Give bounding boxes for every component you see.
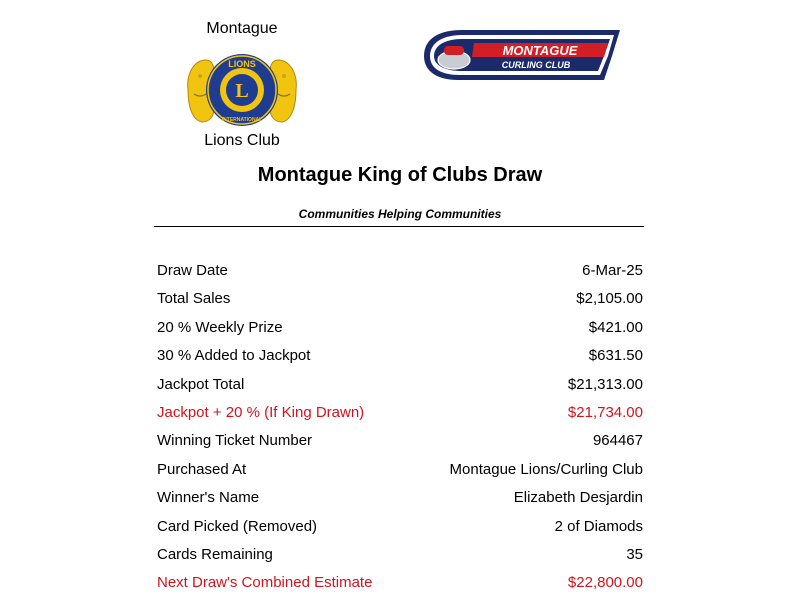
lions-club-emblem-icon: [184, 46, 300, 134]
row-next-draw-estimate: [157, 569, 643, 597]
row-label: Card Picked (Removed): [157, 517, 318, 535]
row-value: 35: [626, 545, 643, 563]
row-label: Jackpot + 20 % (If King Drawn): [157, 403, 365, 421]
draw-details-list: [157, 257, 643, 598]
row-value: $21,734.00: [567, 403, 643, 421]
row-draw-date: [157, 257, 643, 285]
row-label: Winning Ticket Number: [157, 432, 313, 450]
row-label: Jackpot Total: [157, 375, 245, 393]
row-value: 6-Mar-25: [582, 262, 643, 279]
row-value: Elizabeth Desjardin: [513, 489, 643, 507]
row-value: $631.50: [588, 347, 643, 365]
svg-text:INTERNATIONAL: INTERNATIONAL: [221, 117, 263, 123]
row-value: 964467: [592, 432, 643, 450]
lions-club-logo-block: [178, 20, 306, 156]
svg-text:CURLING CLUB: CURLING CLUB: [501, 60, 571, 70]
row-winner-name: [157, 484, 643, 512]
row-value: $2,105.00: [576, 290, 643, 308]
row-value: $421.00: [588, 318, 643, 336]
row-label: Purchased At: [157, 460, 247, 478]
row-card-picked: [157, 513, 643, 541]
svg-text:L: L: [235, 80, 249, 102]
lions-club-top-text: Montague: [206, 20, 278, 37]
row-jackpot-if-king: [157, 399, 643, 427]
curling-club-logo-icon: [418, 26, 626, 84]
row-winning-ticket: [157, 427, 643, 455]
row-label: 20 % Weekly Prize: [157, 318, 283, 336]
page-subtitle: Communities Helping Communities: [298, 207, 502, 221]
row-value: $22,800.00: [567, 574, 643, 592]
row-value: Montague Lions/Curling Club: [449, 460, 643, 478]
row-jackpot-total: [157, 371, 643, 399]
row-purchased-at: [157, 456, 643, 484]
row-added-to-jackpot: [157, 342, 643, 370]
svg-text:LIONS: LIONS: [228, 59, 256, 69]
row-label: Winner's Name: [157, 489, 260, 507]
divider: [154, 226, 644, 227]
page-title: Montague King of Clubs Draw: [257, 164, 543, 186]
row-value: $21,313.00: [567, 375, 643, 393]
lions-club-bottom-text: Lions Club: [204, 132, 280, 149]
row-label: Total Sales: [157, 290, 231, 308]
row-total-sales: [157, 285, 643, 313]
row-weekly-prize: [157, 314, 643, 342]
row-value: 2 of Diamods: [554, 517, 643, 535]
row-label: Cards Remaining: [157, 545, 273, 563]
row-cards-remaining: [157, 541, 643, 569]
svg-text:MONTAGUE: MONTAGUE: [502, 43, 578, 58]
row-label: Next Draw's Combined Estimate: [157, 574, 373, 592]
row-label: Draw Date: [157, 262, 228, 279]
row-label: 30 % Added to Jackpot: [157, 347, 311, 365]
